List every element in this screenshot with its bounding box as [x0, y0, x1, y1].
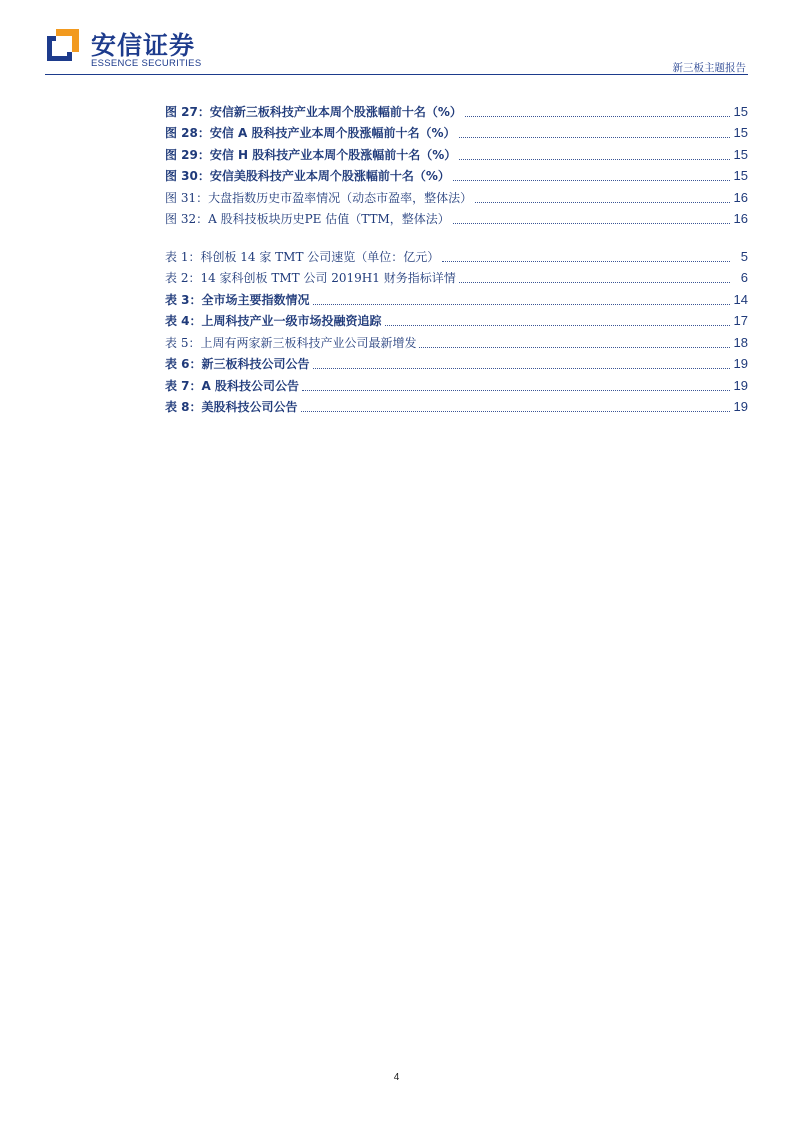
- toc-entry-label: 表 1：科创板 14 家 TMT 公司速览（单位：亿元）: [165, 249, 440, 264]
- toc-dot-leader: [442, 261, 730, 262]
- page-header: [0, 0, 793, 80]
- toc-entry-label: 表 5：上周有两家新三板科技产业公司最新增发: [165, 335, 417, 350]
- toc-entry-page: 19: [733, 356, 748, 371]
- toc-entry-page: 15: [733, 103, 748, 119]
- toc-entry-page: 5: [740, 248, 748, 264]
- toc-dot-leader: [459, 137, 730, 138]
- toc-entry-page: 19: [733, 377, 748, 393]
- toc-entry-label: 表 3：全市场主要指数情况: [165, 292, 310, 307]
- toc-entry[interactable]: [165, 98, 748, 120]
- toc-entry[interactable]: [165, 286, 748, 308]
- toc-dot-leader: [385, 325, 730, 326]
- toc-entry[interactable]: [165, 163, 748, 185]
- toc-entry-label: 表 4：上周科技产业一级市场投融资追踪: [165, 314, 382, 328]
- essence-logo-icon: [45, 27, 81, 63]
- page-number: 4: [393, 1072, 400, 1083]
- toc-entry[interactable]: [165, 329, 748, 351]
- toc-dot-leader: [453, 223, 730, 224]
- toc-entry-label: 图 32：A 股科技板块历史PE 估值（TTM，整体法）: [165, 212, 450, 226]
- toc-entry[interactable]: [165, 120, 748, 142]
- toc-dot-leader: [459, 159, 729, 160]
- toc-entry-label: 图 28：安信 A 股科技产业本周个股涨幅前十名（%）: [165, 126, 456, 140]
- toc-dot-leader: [465, 116, 730, 117]
- toc-entry-label: 表 6：新三板科技公司公告: [165, 357, 310, 371]
- toc-entry-label: 图 27：安信新三板科技产业本周个股涨幅前十名（%）: [165, 104, 462, 119]
- toc-entry[interactable]: [165, 206, 748, 228]
- toc-entry[interactable]: [165, 351, 748, 373]
- toc-entry[interactable]: [165, 243, 748, 265]
- toc-entry-page: 15: [733, 168, 748, 183]
- toc-entry-page: 16: [733, 189, 748, 205]
- toc-entry-label: 图 29：安信 H 股科技产业本周个股涨幅前十名（%）: [165, 147, 457, 162]
- toc-entry-page: 15: [733, 146, 748, 162]
- toc-entry[interactable]: [165, 184, 748, 206]
- toc-entry[interactable]: [165, 394, 748, 416]
- header-divider: [45, 74, 748, 75]
- toc-dot-leader: [419, 347, 729, 348]
- toc-entry-page: 6: [740, 270, 748, 285]
- report-type-label: 新三板主题报告: [672, 62, 746, 74]
- toc-dot-leader: [313, 304, 730, 305]
- figure-list: [165, 98, 748, 227]
- toc-dot-leader: [301, 411, 730, 412]
- toc-entry-label: 表 8：美股科技公司公告: [165, 400, 298, 414]
- brand-name-cn: 安信证券: [91, 31, 196, 60]
- table-of-contents: [165, 98, 748, 415]
- toc-entry-label: 图 31：大盘指数历史市盈率情况（动态市盈率，整体法）: [165, 190, 473, 205]
- toc-entry-label: 表 7：A 股科技公司公告: [165, 378, 299, 393]
- toc-entry[interactable]: [165, 141, 748, 163]
- toc-entry[interactable]: [165, 308, 748, 330]
- toc-entry-page: 14: [733, 291, 748, 307]
- toc-entry-page: 19: [733, 399, 748, 414]
- toc-entry-page: 15: [733, 125, 748, 140]
- toc-dot-leader: [313, 368, 730, 369]
- table-list: [165, 243, 748, 415]
- brand-name-en: ESSENCE SECURITIES: [91, 58, 202, 69]
- toc-dot-leader: [302, 390, 730, 391]
- toc-entry-page: 16: [733, 211, 748, 226]
- toc-entry-label: 表 2：14 家科创板 TMT 公司 2019H1 财务指标详情: [165, 271, 456, 285]
- toc-entry-page: 18: [733, 334, 748, 350]
- toc-dot-leader: [475, 202, 729, 203]
- toc-dot-leader: [459, 282, 730, 283]
- toc-entry-page: 17: [733, 313, 748, 328]
- toc-entry-label: 图 30：安信美股科技产业本周个股涨幅前十名（%）: [165, 169, 450, 183]
- toc-entry[interactable]: [165, 265, 748, 287]
- toc-entry[interactable]: [165, 372, 748, 394]
- toc-dot-leader: [453, 180, 730, 181]
